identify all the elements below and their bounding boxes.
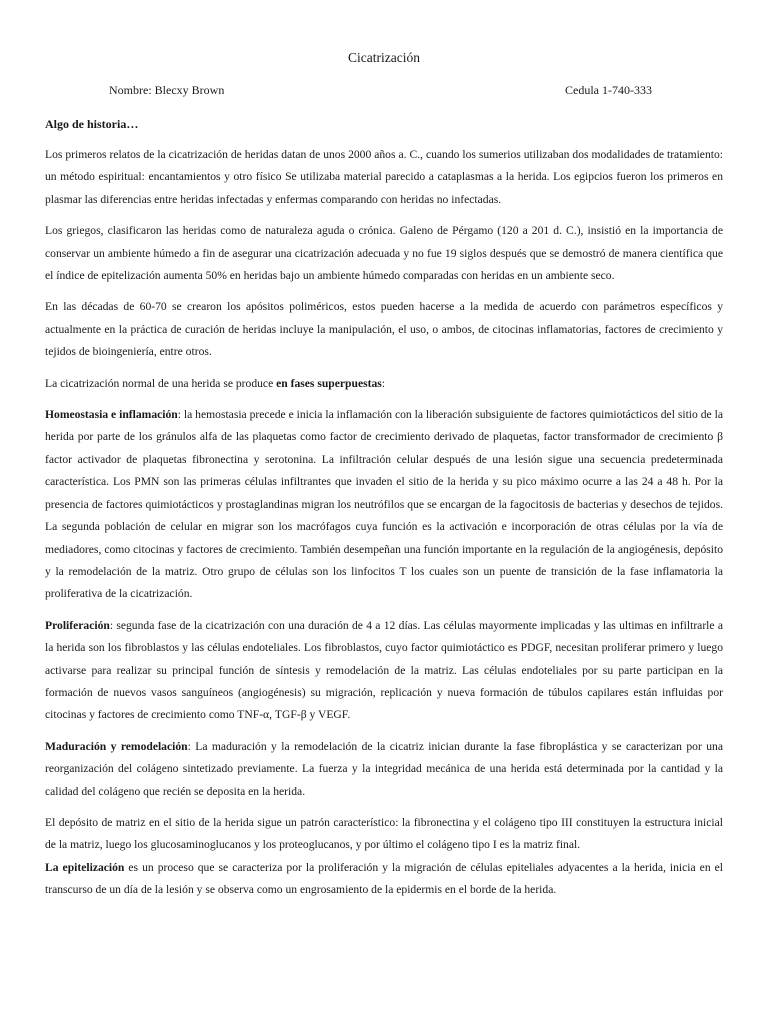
- paragraph-maturation: [45, 736, 723, 803]
- phases-intro-emphasis: en fases superpuestas: [276, 376, 382, 390]
- author-name: Nombre: Blecxy Brown: [109, 83, 225, 97]
- paragraph-history-1: Los primeros relatos de la cicatrización de heridas datan de unos 2000 años a. C., cuando los sumerios utilizaban dos modalidades de tratamiento: un método espiritual: encantamientos y otro físico Se utilizaba material parecido a cataplasmas a la herida. Los egipcios fueron los primeros en plasmar las diferencias entre heridas infectadas y enfermas comparando con heridas no infectadas.: [45, 148, 723, 206]
- maturation-term: Maduración y remodelación: [45, 739, 188, 753]
- paragraph-history-2: Los griegos, clasificaron las heridas como de naturaleza aguda o crónica. Galeno de Pérgamo (120 a 201 d. C.), insistió en la importancia de conservar un ambiente húmedo a fin de asegurar una cicatrización adecuada y no fue 19 siglos después que se demostró de manera científica que el índice de epitelización aumenta 50% en heridas bajo un ambiente húmedo comparadas con heridas en un ambiente seco.: [45, 224, 723, 283]
- paragraph-homeostasis: [45, 404, 723, 606]
- paragraph-matrix: El depósito de matriz en el sitio de la herida sigue un patrón característico: la fibronectina y el colágeno tipo III constituyen la estructura inicial de la matriz, luego los glucosaminoglucanos y los proteoglucanos, y por último el colágeno tipo I es la matriz final.: [45, 815, 723, 852]
- section-heading: Algo de historia…: [45, 117, 139, 131]
- document-body: [45, 144, 723, 911]
- proliferation-text: : segunda fase de la cicatrización con una duración de 4 a 12 días. Las células mayormente implicadas y las ultimas en infiltrarle a la herida son los fibroblastos y las células endoteliales. Los fibroblastos, cuyo factor quimiotáctico es PDGF, necesitan proliferar primero y luego activarse para realizar su principal función de síntesis y remodelación de la matriz. Las células endoteliales por su parte participan en la formación de nuevos vasos sanguíneos (angiogénesis) su migración, replicación y nueva formación de túbulos capilares están influidas por citocinas y factores de crecimiento como TNF-α, TGF-β y VEGF.: [45, 618, 723, 722]
- paragraph-epithelialization: [45, 857, 723, 902]
- homeostasis-term: Homeostasia e inflamación: [45, 408, 178, 422]
- proliferation-term: Proliferación: [45, 618, 110, 632]
- paragraph-proliferation: [45, 615, 723, 727]
- maturation-text: : La maduración y la remodelación de la cicatriz inician durante la fase fibroplástica y se caracterizan por una reorganización del colágeno sintetizado previamente. La fuerza y la integridad mecánica de una herida está determinada por la cantidad y la calidad del colágeno que recién se deposita en la herida.: [45, 739, 723, 798]
- phases-intro-colon: :: [381, 376, 385, 390]
- document-title: Cicatrización: [348, 50, 420, 65]
- author-id: Cedula 1-740-333: [565, 83, 652, 97]
- epithelialization-text: es un proceso que se caracteriza por la proliferación y la migración de células epiteliales adyacentes a la herida, inicia en el transcurso de un día de la lesión y se observa como un engrosamiento de la epidermis en el borde de la herida.: [45, 860, 724, 897]
- epithelialization-term: La epitelización: [45, 860, 125, 874]
- phases-intro-text: La cicatrización normal de una herida se produce: [45, 376, 277, 390]
- paragraph-history-3: En las décadas de 60-70 se crearon los apósitos poliméricos, estos pueden hacerse a la medida de acuerdo con parámetros específicos y actualmente en la práctica de curación de heridas incluye la manipulación, el uso, o ambos, de citocinas inflamatorias, factores de crecimiento y tejidos de bioingeniería, entre otros.: [45, 300, 723, 359]
- document-page: [45, 0, 723, 1024]
- paragraph-phases-intro: [45, 373, 723, 395]
- homeostasis-text: : la hemostasia precede e inicia la inflamación con la liberación subsiguiente de factores quimiotácticos del sitio de la herida por parte de los gránulos alfa de las plaquetas como factor de crecimiento derivado de plaquetas, factor transformador de crecimiento β factor activador de plaquetas fibronectina y serotonina. La infiltración celular después de una lesión sigue una secuencia predeterminada característica. Los PMN son las primeras células infiltrantes que invaden el sitio de la herida y su pico máximo ocurre a las 24 a 48 h. Por la presencia de factores quimiotácticos y prostaglandinas migran los neutrófilos que se encargan de la fagocitosis de bacterias y desechos de tejidos. La segunda población de celular en migrar son los macrófagos cuya función es la activación e incorporación de otras células por la vía de mediadores, como citocinas y factores de crecimiento. También desempeñan una función importante en la regulación de la angiogénesis, depósito y la remodelación de la matriz. Otro grupo de células son los linfocitos T los cuales son un puente de transición de la fase inflamatoria la proliferativa de la cicatrización.: [45, 408, 723, 601]
